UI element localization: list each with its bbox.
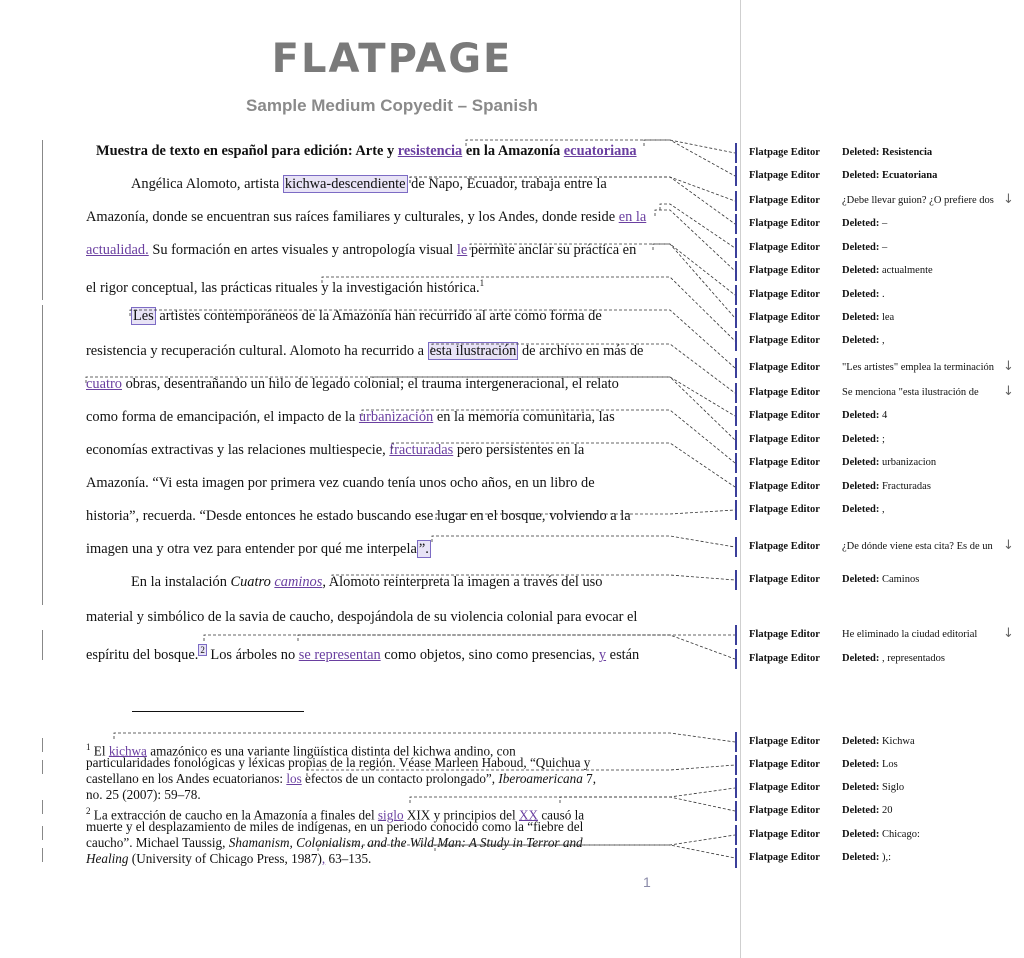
comment-text: [842, 504, 885, 515]
comment-kind: Deleted:: [842, 759, 882, 770]
comment-marker: [735, 570, 737, 590]
comment-marker: [735, 430, 737, 450]
comment-marker: [735, 625, 737, 645]
inserted-text[interactable]: y: [598, 646, 607, 663]
comment-marker: [735, 537, 737, 557]
comment-text: [842, 481, 931, 492]
comment-marker: [735, 649, 737, 669]
expand-arrow-icon[interactable]: ↓: [1003, 384, 1014, 399]
text-run: particularidades fonológicas y léxicas propias de la región. Véase Marleen Haboud, “Quichua y: [86, 755, 591, 770]
footnote-ref[interactable]: 1: [479, 278, 485, 288]
body-line-3: [86, 241, 636, 259]
comment-marker: [735, 477, 737, 497]
comment-balloon[interactable]: [741, 145, 1024, 165]
comment-kind: Deleted:: [842, 457, 882, 468]
comment-margin: [741, 0, 1024, 958]
footnote-ref[interactable]: 2: [200, 645, 205, 655]
comment-marker: [735, 143, 737, 163]
comment-text: [842, 362, 994, 373]
comment-marker: [735, 500, 737, 520]
change-bar: [42, 826, 43, 840]
text-run: , Alomoto reinterpreta la imagen a través del uso: [322, 574, 603, 590]
comment-author: Flatpage Editor: [749, 387, 820, 398]
footnote-1-line-3: [86, 771, 596, 787]
text-run: caucho”. Michael Taussig,: [86, 835, 229, 850]
comment-value: He eliminado la ciudad editorial: [842, 629, 978, 640]
comment-marker: [735, 261, 737, 281]
footnote-2-line-3: [86, 835, 583, 851]
comment-text: [842, 736, 915, 747]
text-run: muerte y el desplazamiento de miles de indígenas, en un periodo conocido como la “fiebre del: [86, 819, 584, 834]
text-run: La extracción de caucho en la Amazonía a finales del: [90, 807, 378, 823]
body-line-7: [86, 375, 619, 393]
comment-balloon[interactable]: [741, 757, 1024, 777]
comment-balloon[interactable]: [741, 287, 1024, 307]
comment-marker: [735, 778, 737, 798]
text-run: historia”, recuerda. “Desde entonces he estado buscando ese lugar en el bosque, volviendo a la: [86, 508, 631, 524]
italic-text: Healing: [86, 851, 129, 866]
document-subtitle: Sample Medium Copyedit – Spanish: [246, 96, 538, 115]
text-run: en la Amazonía: [462, 143, 564, 159]
comment-balloon[interactable]: [741, 455, 1024, 475]
inserted-text[interactable]: kichwa: [108, 743, 147, 759]
comment-author: Flatpage Editor: [749, 218, 820, 229]
comment-author: Flatpage Editor: [749, 852, 820, 863]
flatpage-logo: FLATPAGE: [271, 36, 513, 82]
change-bar: [42, 848, 43, 862]
comment-marker: [735, 825, 737, 845]
text-run: resistencia y recuperación cultural. Alomoto ha recurrido a: [86, 343, 428, 359]
text-run: Muestra de texto en español para edición: Arte y: [96, 143, 398, 159]
text-run: artistes contemporáneos de la Amazonía han recurrido al arte como forma de: [155, 308, 602, 324]
comment-text: [842, 410, 887, 421]
comment-marker: [735, 191, 737, 211]
comment-kind: Deleted:: [842, 289, 882, 300]
text-run: obras, desentrañando un hilo de legado colonial; el trauma intergeneracional, el relato: [121, 376, 619, 392]
comment-text: [842, 829, 920, 840]
highlighted-text[interactable]: esta ilustración: [429, 343, 517, 359]
comment-author: Flatpage Editor: [749, 410, 820, 421]
text-run: permite anclar su práctica en: [467, 242, 637, 258]
comment-balloon[interactable]: [741, 734, 1024, 754]
change-bar: [42, 738, 43, 752]
text-run: causó la: [538, 807, 585, 823]
expand-arrow-icon[interactable]: ↓: [1003, 359, 1014, 374]
comment-balloon[interactable]: [741, 827, 1024, 847]
change-bar: [42, 140, 43, 300]
text-run: castellano en los Andes ecuatorianos:: [86, 771, 287, 786]
comment-kind: Deleted:: [842, 805, 882, 816]
text-run: Angélica Alomoto, artista: [131, 176, 283, 192]
comment-author: Flatpage Editor: [749, 829, 820, 840]
comment-value: ,: [881, 335, 885, 346]
comment-value: actualmente: [881, 265, 933, 276]
inserted-text[interactable]: urbanización: [358, 409, 434, 425]
body-line-9: [86, 441, 584, 459]
italic-text: Iberoamericana: [498, 771, 583, 786]
text-run: de archivo en más de: [518, 343, 644, 359]
comment-kind: Deleted:: [842, 736, 882, 747]
inserted-text[interactable]: siglo: [377, 807, 404, 823]
comment-author: Flatpage Editor: [749, 242, 820, 253]
inserted-text[interactable]: le: [456, 242, 468, 258]
text-run: el rigor conceptual, las prácticas rituales y la investigación histórica.: [86, 279, 480, 296]
comment-author: Flatpage Editor: [749, 759, 820, 770]
comment-value: ),:: [881, 852, 891, 863]
comment-balloon[interactable]: [741, 216, 1024, 236]
comment-kind: Deleted:: [842, 434, 882, 445]
comment-balloon[interactable]: [741, 385, 1024, 405]
comment-author: Flatpage Editor: [749, 457, 820, 468]
body-line-2: [86, 208, 646, 226]
page-number: 1: [643, 874, 651, 890]
text-run: no. 25 (2007): 59–78.: [86, 787, 201, 802]
comment-author: Flatpage Editor: [749, 195, 820, 206]
comment-kind: Deleted:: [842, 218, 882, 229]
highlighted-text[interactable]: Les: [133, 308, 154, 324]
comment-value: Los: [881, 759, 898, 770]
text-run: en la memoria comunitaria, las: [433, 409, 615, 425]
comment-balloon[interactable]: [741, 572, 1024, 592]
comment-text: [842, 242, 887, 253]
comment-kind: Deleted:: [842, 504, 882, 515]
inserted-text[interactable]: los: [286, 771, 302, 786]
comment-author: Flatpage Editor: [749, 736, 820, 747]
comment-value: ¿Debe llevar guion? ¿O prefiere dos: [842, 195, 994, 206]
expand-arrow-icon[interactable]: ↓: [1003, 192, 1014, 207]
text-run: están: [606, 646, 640, 663]
inserted-text[interactable]: ,: [321, 851, 326, 866]
comment-value: "Les artistes" emplea la terminación: [842, 362, 995, 373]
text-run: Los árboles no: [206, 646, 299, 663]
comment-author: Flatpage Editor: [749, 434, 820, 445]
comment-balloon[interactable]: [741, 651, 1024, 671]
comment-balloon[interactable]: [741, 408, 1024, 428]
text-run: amazónico es una variante lingüística distinta del kichwa andino, con: [146, 743, 516, 759]
text-run: (University of Chicago Press, 1987): [128, 851, 322, 866]
comment-text: [842, 218, 887, 229]
inserted-text[interactable]: actualidad.: [86, 242, 149, 258]
comment-kind: Deleted:: [842, 312, 882, 323]
body-line-5: [131, 307, 602, 325]
comment-value: Chicago:: [881, 829, 920, 840]
comment-text: [842, 759, 898, 770]
body-line-8: [86, 408, 615, 426]
body-line-14: [86, 608, 637, 626]
comment-author: Flatpage Editor: [749, 335, 820, 346]
comment-author: Flatpage Editor: [749, 504, 820, 515]
comment-value: –: [881, 218, 888, 229]
comment-author: Flatpage Editor: [749, 805, 820, 816]
text-run: imagen una y otra vez para entender por qué me interpela: [86, 541, 417, 557]
footnote-number: 2: [86, 806, 91, 816]
text-run: Su formación en artes visuales y antropología visual: [148, 242, 457, 258]
comment-balloon[interactable]: [741, 193, 1024, 213]
comment-marker: [735, 755, 737, 775]
comment-value: , representados: [881, 653, 945, 664]
inserted-text[interactable]: fracturadas: [389, 442, 454, 458]
comment-marker: [735, 732, 737, 752]
comment-marker: [735, 848, 737, 868]
comment-value: ;: [881, 434, 885, 445]
comment-author: Flatpage Editor: [749, 170, 820, 181]
comment-balloon[interactable]: [741, 263, 1024, 283]
text-run: El: [90, 743, 109, 759]
footnote-2-line-2: [86, 819, 583, 835]
comment-kind: Deleted:: [842, 852, 882, 863]
change-bar: [42, 630, 43, 660]
comment-kind: Deleted:: [842, 335, 882, 346]
comment-value: ,: [881, 504, 885, 515]
comment-kind: Deleted:: [842, 170, 882, 181]
comment-kind: Deleted:: [842, 410, 882, 421]
comment-balloon[interactable]: [741, 502, 1024, 522]
document-title: [96, 142, 637, 160]
inserted-text[interactable]: caminos: [274, 574, 323, 590]
body-line-13: [131, 573, 602, 591]
comment-marker: [735, 214, 737, 234]
comment-value: 20: [881, 805, 893, 816]
comment-author: Flatpage Editor: [749, 629, 820, 640]
comment-balloon[interactable]: [741, 850, 1024, 870]
change-bar: [42, 760, 43, 774]
italic-text: Shamanism, Colonialism, and the Wild Man: A Study in Terror and: [228, 835, 583, 850]
comment-value: –: [881, 242, 888, 253]
body-line-4: [86, 274, 484, 297]
body-line-6: [86, 342, 643, 360]
comment-balloon[interactable]: [741, 310, 1024, 330]
comment-author: Flatpage Editor: [749, 782, 820, 793]
body-line-1: [131, 175, 607, 193]
italic-text: Cuatro: [230, 574, 271, 590]
expand-arrow-icon[interactable]: ↓: [1003, 626, 1014, 641]
text-run: de Napo, Ecuador, trabaja entre la: [407, 176, 607, 192]
comment-author: Flatpage Editor: [749, 574, 820, 585]
comment-text: [842, 387, 979, 398]
text-run: XIX y principios del: [403, 807, 519, 823]
comment-balloon[interactable]: [741, 780, 1024, 800]
comment-kind: Deleted:: [842, 481, 882, 492]
comment-value: Ecuatoriana: [881, 170, 938, 181]
text-run: como objetos, sino como presencias,: [380, 646, 599, 663]
body-line-10: [86, 474, 595, 492]
comment-balloon[interactable]: [741, 432, 1024, 452]
footnote-1-line-4: [86, 787, 201, 803]
highlighted-text[interactable]: kichwa-descendiente: [284, 176, 406, 192]
comment-value: lea: [881, 312, 895, 323]
text-run: pero persistentes en la: [453, 442, 585, 458]
comment-author: Flatpage Editor: [749, 312, 820, 323]
comment-marker: [735, 453, 737, 473]
comment-marker: [735, 166, 737, 186]
comment-value: .: [881, 289, 885, 300]
comment-text: [842, 335, 885, 346]
inserted-text[interactable]: en la: [618, 209, 647, 225]
text-run: economías extractivas y las relaciones multiespecie,: [86, 442, 390, 458]
comment-text: [842, 434, 885, 445]
inserted-text[interactable]: se representan: [298, 646, 381, 663]
comment-value: Se menciona "esta ilustración de: [842, 387, 979, 398]
comment-marker: [735, 801, 737, 821]
inserted-text[interactable]: XX: [518, 807, 539, 823]
comment-value: urbanizacion: [881, 457, 937, 468]
inserted-text[interactable]: cuatro: [86, 376, 122, 392]
comment-balloon[interactable]: [741, 240, 1024, 260]
comment-kind: Deleted:: [842, 829, 882, 840]
comment-kind: Deleted:: [842, 147, 882, 158]
comment-text: [842, 653, 945, 664]
comment-value: Caminos: [881, 574, 920, 585]
comment-marker: [735, 383, 737, 403]
change-bar: [42, 305, 43, 605]
comment-author: Flatpage Editor: [749, 481, 820, 492]
comment-balloon[interactable]: [741, 803, 1024, 823]
footnote-number: 1: [86, 742, 91, 752]
comment-balloon[interactable]: [741, 333, 1024, 353]
comment-text: [842, 265, 933, 276]
text-run: 7,: [582, 771, 597, 786]
comment-value: Kichwa: [881, 736, 915, 747]
comment-text: [842, 852, 891, 863]
comment-balloon[interactable]: [741, 479, 1024, 499]
comment-kind: Deleted:: [842, 242, 882, 253]
inserted-text[interactable]: resistencia: [397, 143, 463, 159]
comment-author: Flatpage Editor: [749, 265, 820, 276]
comment-marker: [735, 308, 737, 328]
comment-text: [842, 574, 919, 585]
text-run: efectos de un contacto prolongado”,: [301, 771, 499, 786]
comment-author: Flatpage Editor: [749, 362, 820, 373]
comment-value: ¿De dónde viene esta cita? Es de un: [842, 541, 993, 552]
comment-kind: Deleted:: [842, 265, 882, 276]
comment-value: 4: [881, 410, 888, 421]
comment-text: [842, 147, 932, 158]
comment-balloon[interactable]: [741, 539, 1024, 559]
comment-text: [842, 289, 885, 300]
comment-balloon[interactable]: [741, 627, 1024, 647]
comment-marker: [735, 358, 737, 378]
comment-marker: [735, 285, 737, 305]
footnote-2-line-4: [86, 851, 371, 867]
comment-text: [842, 312, 894, 323]
comment-author: Flatpage Editor: [749, 653, 820, 664]
expand-arrow-icon[interactable]: ↓: [1003, 538, 1014, 553]
body-line-11: [86, 507, 631, 525]
comment-value: Fracturadas: [881, 481, 931, 492]
text-run: 63–135.: [325, 851, 372, 866]
change-bar: [42, 800, 43, 814]
comment-text: [842, 195, 994, 206]
comment-balloon[interactable]: [741, 168, 1024, 188]
comment-kind: Deleted:: [842, 782, 882, 793]
inserted-text[interactable]: ecuatoriana: [563, 143, 637, 159]
text-run: Amazonía. “Vi esta imagen por primera vez cuando tenía unos ocho años, en un libro de: [86, 475, 595, 491]
comment-marker: [735, 331, 737, 351]
highlighted-text[interactable]: ”.: [418, 541, 429, 557]
comment-author: Flatpage Editor: [749, 147, 820, 158]
comment-balloon[interactable]: [741, 360, 1024, 380]
comment-text: [842, 170, 937, 181]
comment-author: Flatpage Editor: [749, 289, 820, 300]
text-run: como forma de emancipación, el impacto de la: [86, 409, 359, 425]
footnote-1-line-2: [86, 755, 590, 771]
comment-text: [842, 629, 977, 640]
comment-value: Resistencia: [881, 147, 933, 158]
text-run: material y simbólico de la savia de caucho, despojándola de su violencia colonial para evocar el: [86, 609, 638, 625]
body-line-12: [86, 540, 431, 558]
comment-kind: Deleted:: [842, 653, 882, 664]
text-run: En la instalación: [131, 574, 231, 590]
comment-text: [842, 541, 993, 552]
comment-text: [842, 782, 904, 793]
comment-marker: [735, 238, 737, 258]
comment-kind: Deleted:: [842, 574, 882, 585]
comment-text: [842, 805, 892, 816]
footnote-separator: [132, 711, 304, 712]
body-line-15: [86, 641, 639, 664]
comment-value: Siglo: [881, 782, 905, 793]
text-run: Amazonía, donde se encuentran sus raíces familiares y culturales, y los Andes, donde reside: [86, 209, 619, 225]
text-run: espíritu del bosque.: [86, 646, 199, 663]
comment-author: Flatpage Editor: [749, 541, 820, 552]
comment-marker: [735, 406, 737, 426]
comment-text: [842, 457, 936, 468]
